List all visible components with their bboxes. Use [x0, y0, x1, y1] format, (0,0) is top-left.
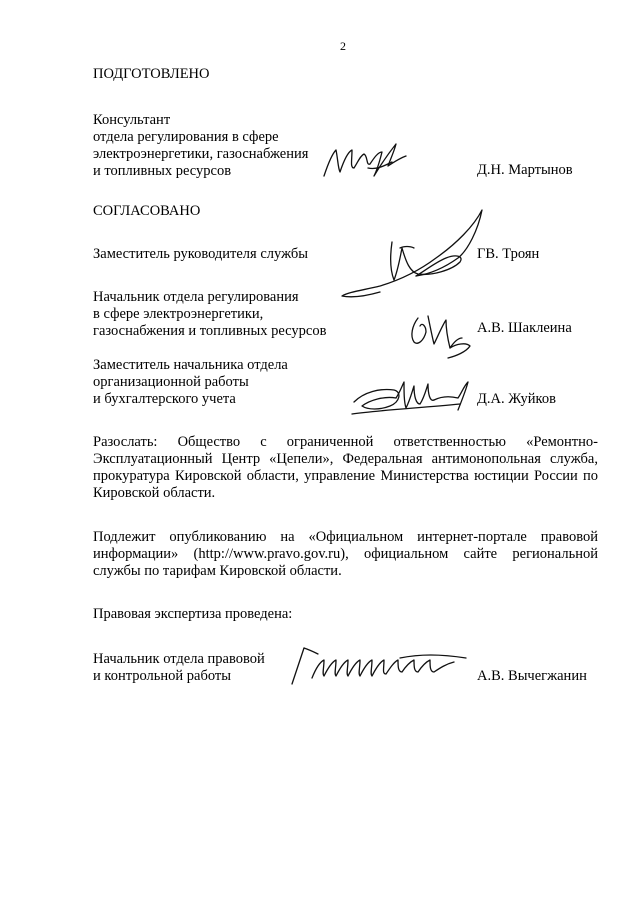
- page-number: 2: [340, 39, 346, 53]
- signature-troyan: [340, 200, 490, 308]
- signer-position-line: Заместитель начальника отдела: [93, 357, 288, 373]
- signer-position-line: Заместитель руководителя службы: [93, 246, 309, 262]
- signer-position: [93, 357, 353, 408]
- prepared-position-line: электроэнергетики, газоснабжения: [93, 146, 309, 162]
- signer-position-line: в сфере электроэнергетики,: [93, 306, 264, 322]
- signer-position: [93, 289, 353, 340]
- signature-martynov: [318, 138, 418, 186]
- signer-name: Д.А. Жуйков: [477, 391, 556, 407]
- prepared-name: Д.Н. Мартынов: [477, 162, 573, 178]
- legal-review-note: Правовая экспертиза проведена:: [93, 606, 293, 622]
- legal-review-name: А.В. Вычегжанин: [477, 668, 587, 684]
- legal-review-position-line: и контрольной работы: [93, 668, 231, 684]
- distribution-paragraph: Разослать: Общество с ограниченной ответственностью «Ремонтно-Эксплуатационный Центр «Цепели», Федеральная антимонопольная служба, прокуратура Кировской области, управление Министерства юстиции России по Кировской области.: [93, 434, 598, 501]
- signer-position-line: газоснабжения и топливных ресурсов: [93, 323, 327, 339]
- prepared-position-line: и топливных ресурсов: [93, 163, 232, 179]
- agreed-heading: СОГЛАСОВАНО: [93, 203, 201, 219]
- signer-name: ГВ. Троян: [477, 246, 540, 262]
- signature-shakleina: [404, 312, 484, 362]
- prepared-position: [93, 112, 333, 180]
- legal-review-position-line: Начальник отдела правовой: [93, 651, 265, 667]
- prepared-heading: ПОДГОТОВЛЕНО: [93, 66, 210, 82]
- signer-name: А.В. Шаклеина: [477, 320, 572, 336]
- publication-paragraph: Подлежит опубликованию на «Официальном интернет-портале правовой информации» (http://www.pravo.gov.ru), официальном сайте региональной службы по тарифам Кировской области.: [93, 529, 598, 579]
- signer-position-line: и бухгалтерского учета: [93, 391, 236, 407]
- signer-position-line: Начальник отдела регулирования: [93, 289, 299, 305]
- signature-vychegzhanin: [290, 644, 470, 690]
- signature-zhuikov: [350, 374, 478, 420]
- signer-position: [93, 246, 353, 263]
- prepared-position-line: отдела регулирования в сфере: [93, 129, 279, 145]
- signer-position-line: организационной работы: [93, 374, 249, 390]
- prepared-position-line: Консультант: [93, 112, 171, 128]
